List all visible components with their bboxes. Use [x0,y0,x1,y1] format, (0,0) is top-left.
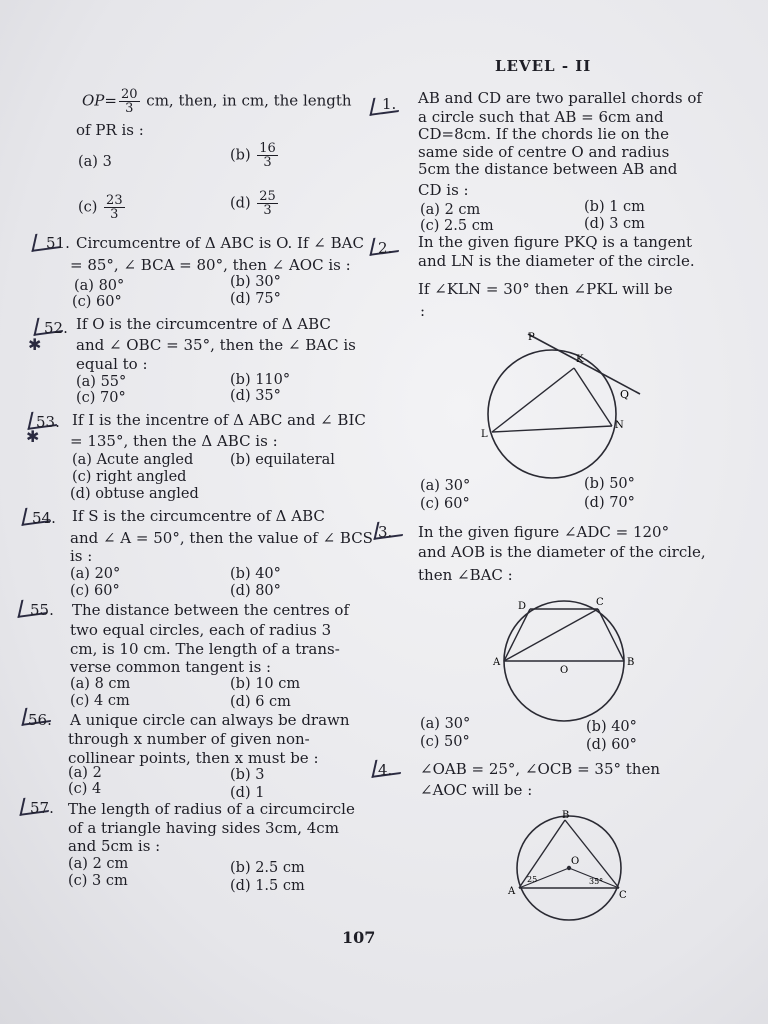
q4-line2: ∠AOC will be : [420,781,533,799]
level-heading: LEVEL - II [495,57,592,75]
q3-label-b: B [627,657,635,668]
q3-label-c: C [596,597,604,608]
q3-option-d[interactable]: (d) 60° [586,737,637,753]
q57-number: 57. [30,799,54,817]
q3-line3: then ∠BAC : [418,566,513,584]
q50-option-d[interactable]: (d) $\frac{25}{3}$ [230,189,276,218]
q4-angle-25: 25 [527,875,538,884]
q2-line2: and LN is the diameter of the circle. [418,252,695,270]
q54-number: 54. [32,509,56,527]
q3-option-c[interactable]: (c) 50° [420,734,470,750]
q2-label-q: Q [620,388,630,401]
q1-number: 1. [382,95,397,113]
q4-label-c: C [619,890,627,901]
q54-option-b[interactable]: (b) 40° [230,566,281,582]
q56-number: 56. [28,711,52,729]
q56-option-d[interactable]: (d) 1 [230,785,265,801]
q2-label-p: P [528,332,535,343]
q2-line1: In the given figure PKQ is a tangent [418,233,693,251]
q57-option-a[interactable]: (a) 2 cm [68,856,129,872]
q52-line1: If O is the circumcentre of Δ ABC [76,315,331,333]
q2-option-a[interactable]: (a) 30° [420,478,471,494]
q50-op: OP= [82,91,117,110]
q2-option-c[interactable]: (c) 60° [420,496,470,512]
q2-option-d[interactable]: (d) 70° [584,495,635,511]
q51-option-b[interactable]: (b) 30° [230,274,281,290]
q50-option-b[interactable]: (b) $\frac{16}{3}$ [230,141,276,170]
q3-line1: In the given figure ∠ADC = 120° [418,523,670,541]
q57-line1: The length of radius of a circumcircle [68,800,355,818]
q53-option-d[interactable]: (d) obtuse angled [70,486,199,502]
q2-label-k: K [576,354,584,365]
q4-figure [505,808,635,923]
q3-label-o: O [560,665,569,676]
q56-line3: collinear points, then x must be : [68,749,319,767]
q1-option-b[interactable]: (b) 1 cm [584,199,645,215]
q3-option-a[interactable]: (a) 30° [420,716,471,732]
q1-option-c[interactable]: (c) 2.5 cm [420,218,494,234]
q3-label-d: D [518,601,527,612]
q53-option-b[interactable]: (b) equilateral [230,452,335,468]
q52-line2: and ∠ OBC = 35°, then the ∠ BAC is [76,336,356,354]
q54-line1: If S is the circumcentre of Δ ABC [72,507,325,525]
q55-line3: cm, is 10 cm. The length of a trans- [70,640,340,658]
q54-option-d[interactable]: (d) 80° [230,583,281,599]
star-icon: ✱ [26,427,40,446]
q3-number: 3. [378,523,393,541]
q51-option-c[interactable]: (c) 60° [72,294,122,310]
q4-line1: ∠OAB = 25°, ∠OCB = 35° then [420,760,660,778]
q54-option-c[interactable]: (c) 60° [70,583,120,599]
q54-option-a[interactable]: (a) 20° [70,566,121,582]
q4-label-o: O [571,856,580,867]
q4-number: 4. [378,761,393,779]
q1-line6: CD is : [418,181,469,199]
q57-option-b[interactable]: (b) 2.5 cm [230,860,305,876]
q51-line1: Circumcentre of Δ ABC is O. If ∠ BAC [76,234,364,252]
q55-line1: The distance between the centres of [72,601,350,619]
q55-line2: two equal circles, each of radius 3 [70,621,332,639]
q2-circle [488,350,616,478]
q2-diameter-ln [492,426,612,432]
q51-line2: = 85°, ∠ BCA = 80°, then ∠ AOC is : [70,256,351,274]
q52-option-b[interactable]: (b) 110° [230,372,291,388]
q3-figure [490,595,650,725]
q2-label-l: L [481,429,488,440]
q53-line2: = 135°, then the Δ ABC is : [70,432,278,450]
q50-line2: of PR is : [76,121,144,139]
q1-option-a[interactable]: (a) 2 cm [420,202,481,218]
q55-option-b[interactable]: (b) 10 cm [230,676,301,692]
q1-option-d[interactable]: (d) 3 cm [584,216,645,232]
q3-chord-cb [598,609,624,661]
q3-chord-ac [504,609,598,661]
q50-option-a[interactable]: (a) 3 [78,154,112,170]
q55-line4: verse common tangent is : [70,658,272,676]
q53-number: 53. [36,413,60,431]
q52-line3: equal to : [76,355,148,373]
q55-option-d[interactable]: (d) 6 cm [230,694,291,710]
q57-line2: of a triangle having sides 3cm, 4cm [68,819,339,837]
q56-option-a[interactable]: (a) 2 [68,765,102,781]
q53-line1: If I is the incentre of Δ ABC and ∠ BIC [72,411,366,429]
q57-option-c[interactable]: (c) 3 cm [68,873,128,889]
q1-line4: same side of centre O and radius [418,143,670,161]
q51-number: 51. [46,234,70,252]
q1-line1: AB and CD are two parallel chords of [418,89,702,107]
q4-label-b: B [562,810,570,821]
q55-option-a[interactable]: (a) 8 cm [70,676,131,692]
q50-fraction: $\frac{20}{3}$ [120,87,138,116]
q54-line3: is : [70,547,93,565]
q53-option-c[interactable]: (c) right angled [72,469,187,485]
q2-label-n: N [615,420,624,431]
q56-line1: A unique circle can always be drawn [70,711,350,729]
q2-chord-lk [492,368,574,432]
q1-line2: a circle such that AB = 6cm and [418,108,664,126]
q2-figure [480,322,660,482]
q52-option-c[interactable]: (c) 70° [76,390,126,406]
q2-line4: : [420,302,426,320]
q55-option-c[interactable]: (c) 4 cm [70,693,130,709]
q50-option-c[interactable]: (c) $\frac{23}{3}$ [78,193,123,222]
q1-line3: CD=8cm. If the chords lie on the [418,125,669,143]
q53-option-a[interactable]: (a) Acute angled [72,452,194,468]
q1-line5: 5cm the distance between AB and [418,160,678,178]
q54-line2: and ∠ A = 50°, then the value of ∠ BCS [70,529,373,547]
q2-number: 2. [378,239,393,257]
q4-side-ab [519,820,565,888]
q55-number: 55. [30,601,54,619]
q2-tangent-line [528,334,640,394]
q51-option-a[interactable]: (a) 80° [74,278,125,294]
q4-label-a: A [508,886,516,897]
q3-label-a: A [493,657,501,668]
q50-line1-rest: cm, then, in cm, the length [146,91,352,110]
q4-angle-35: 35° [589,877,604,886]
q56-option-b[interactable]: (b) 3 [230,767,265,783]
q51-option-d[interactable]: (d) 75° [230,291,281,307]
q3-option-b[interactable]: (b) 40° [586,719,637,735]
q52-number: 52. [44,319,68,337]
q3-line2: and AOB is the diameter of the circle, [418,543,706,561]
q2-option-b[interactable]: (b) 50° [584,476,635,492]
q52-option-d[interactable]: (d) 35° [230,388,281,404]
q57-line3: and 5cm is : [68,837,161,855]
star-icon: ✱ [28,335,42,354]
q52-option-a[interactable]: (a) 55° [76,374,127,390]
q57-option-d[interactable]: (d) 1.5 cm [230,878,305,894]
q2-line3: If ∠KLN = 30° then ∠PKL will be [418,280,673,298]
q50-line1 [82,88,352,115]
page-number: 107 [342,928,376,947]
q56-option-c[interactable]: (c) 4 [68,781,102,797]
q56-line2: through x number of given non- [68,730,310,748]
